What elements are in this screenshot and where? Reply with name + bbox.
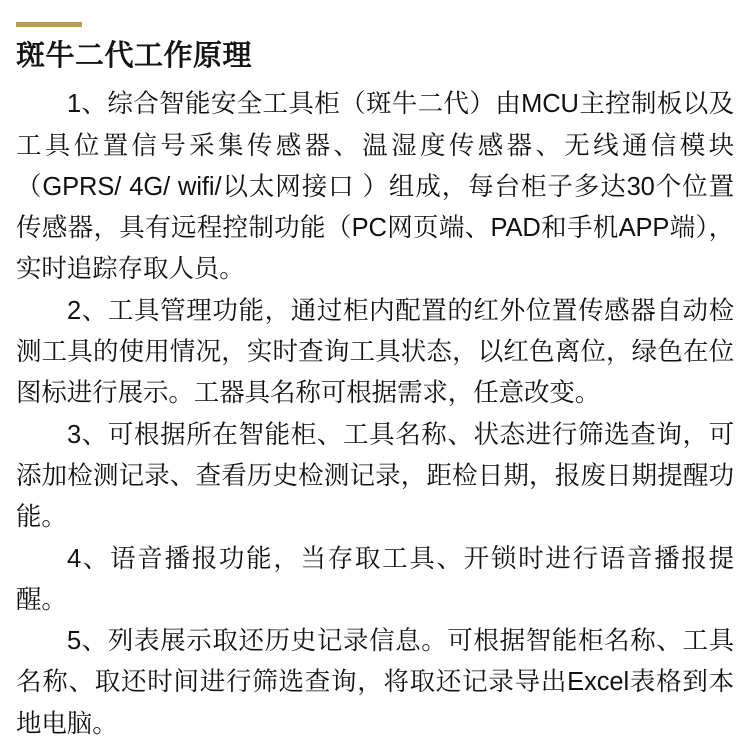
paragraph-3: 3、可根据所在智能柜、工具名称、状态进行筛选查询，可添加检测记录、查看历史检测记录，距检日期，报废日期提醒功能。 [16, 420, 734, 532]
title-accent-bar [16, 22, 82, 27]
page-title: 斑牛二代工作原理 [16, 40, 253, 72]
paragraph-1: 1、综合智能安全工具柜（斑牛二代）由MCU主控制板以及工具位置信号采集传感器、温湿度传感器、无线通信模块（GPRS/ 4G/ wifi/以太网接口 ）组成，每台柜子多达30个位置传感器，具有远程控制功能（PC网页端、PAD和手机APP端），实时追踪存取人员。 [16, 90, 734, 284]
document-body [14, 84, 736, 745]
paragraph-2: 2、工具管理功能，通过柜内配置的红外位置传感器自动检测工具的使用情况，实时查询工具状态，以红色离位，绿色在位图标进行展示。工器具名称可根据需求，任意改变。 [16, 296, 734, 408]
paragraph-5: 5、列表展示取还历史记录信息。可根据智能柜名称、工具名称、取还时间进行筛选查询，将取还记录导出Excel表格到本地电脑。 [16, 627, 734, 738]
paragraph-4: 4、语音播报功能，当存取工具、开锁时进行语音播报提醒。 [16, 544, 734, 614]
